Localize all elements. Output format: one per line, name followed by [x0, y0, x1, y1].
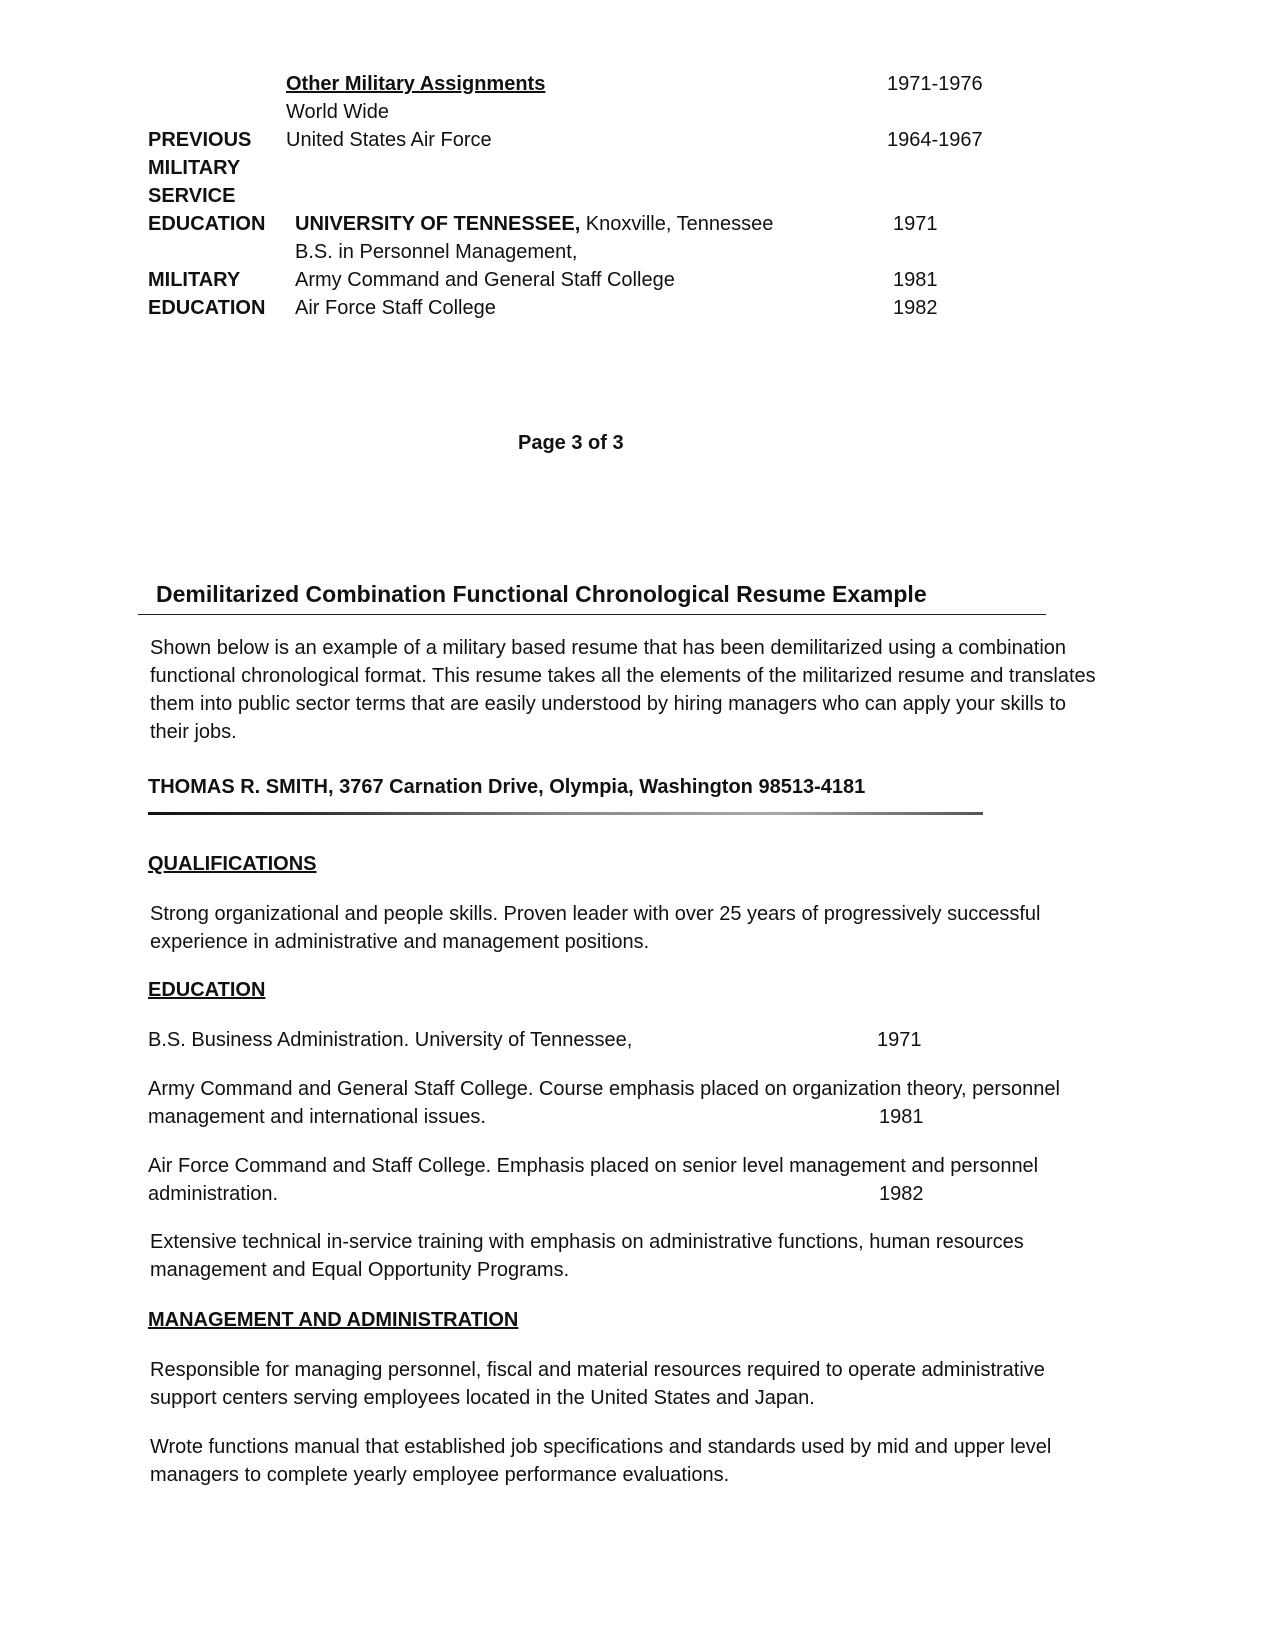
management-para-1: Responsible for managing personnel, fiscal and material resources required to operate administrative support centers serving employees located in the United States and Japan.: [150, 1359, 1045, 1409]
other-assignments-years: 1971-1976: [887, 73, 983, 95]
section-title: Demilitarized Combination Functional Chronological Resume Example: [156, 581, 927, 607]
previous-service-value: United States Air Force: [286, 129, 492, 151]
military-education-item-1: Army Command and General Staff College: [295, 269, 675, 291]
previous-service-years: 1964-1967: [887, 129, 983, 151]
education-degree-text: B.S. Business Administration. University of Tennessee,: [148, 1029, 633, 1051]
previous-service-label-2: MILITARY: [148, 157, 241, 179]
management-para-2: Wrote functions manual that established job specifications and standards used by mid and upper level managers to complete yearly employee performance evaluations.: [150, 1436, 1052, 1486]
military-education-label-1: MILITARY: [148, 269, 241, 291]
education-army-line2: management and international issues.: [148, 1106, 486, 1128]
resume-header-rule: [148, 812, 983, 815]
other-assignments-location: World Wide: [286, 101, 389, 123]
other-assignments-title: Other Military Assignments: [286, 73, 546, 95]
education-school-location: Knoxville, Tennessee: [580, 213, 774, 235]
intro-paragraph: Shown below is an example of a military based resume that has been demilitarized using a combination functional chronological format. This resume takes all the elements of the militarized resume and translates them into public sector terms that are easily understood by hiring managers who can apply your skills to their jobs.: [150, 637, 1096, 743]
education-airforce-line2: administration.: [148, 1183, 279, 1205]
education-heading: EDUCATION: [148, 979, 266, 1001]
section-title-rule: [138, 614, 1046, 615]
previous-service-label-3: SERVICE: [148, 185, 236, 207]
management-heading: MANAGEMENT AND ADMINISTRATION: [148, 1309, 519, 1331]
education-army-line1: Army Command and General Staff College. Course emphasis placed on organization theory, personnel: [148, 1078, 1060, 1100]
education-school-line: [295, 211, 773, 237]
education-label: EDUCATION: [148, 213, 266, 235]
education-school: UNIVERSITY OF TENNESSEE,: [295, 213, 581, 235]
resume-header: THOMAS R. SMITH, 3767 Carnation Drive, Olympia, Washington 98513-4181: [148, 776, 866, 798]
education-army-year: 1981: [879, 1106, 924, 1128]
education-degree: B.S. in Personnel Management,: [295, 241, 578, 263]
education-degree-year: 1971: [877, 1029, 922, 1051]
education-airforce-year: 1982: [879, 1183, 924, 1205]
education-technical: Extensive technical in-service training with emphasis on administrative functions, human resources management and Equal Opportunity Programs.: [150, 1231, 1024, 1281]
military-education-year-1: 1981: [893, 269, 938, 291]
qualifications-heading: QUALIFICATIONS: [148, 853, 317, 875]
qualifications-text: Strong organizational and people skills. Proven leader with over 25 years of progressively successful experience in administrative and management positions.: [150, 903, 1041, 953]
military-education-label-2: EDUCATION: [148, 297, 266, 319]
education-airforce-line1: Air Force Command and Staff College. Emphasis placed on senior level management and personnel: [148, 1155, 1039, 1177]
military-education-item-2: Air Force Staff College: [295, 297, 496, 319]
education-years: 1971: [893, 213, 938, 235]
page-number: Page 3 of 3: [518, 432, 624, 454]
previous-service-label-1: PREVIOUS: [148, 129, 252, 151]
military-education-year-2: 1982: [893, 297, 938, 319]
